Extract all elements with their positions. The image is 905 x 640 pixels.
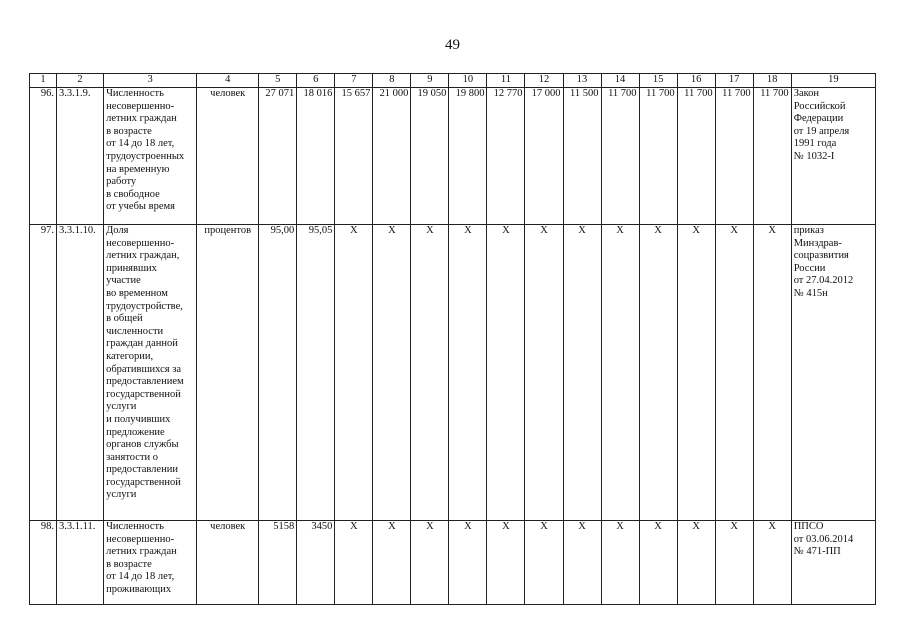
column-header: 10 xyxy=(449,74,487,88)
indicator-name-line: граждан данной xyxy=(106,338,178,350)
indicators-table xyxy=(29,73,876,605)
indicator-name-line: от 14 до 18 лет, xyxy=(106,138,175,150)
value-cell: X xyxy=(525,521,563,605)
indicator-name xyxy=(104,521,197,605)
table-row xyxy=(30,88,876,225)
unit-cell: человек xyxy=(197,521,259,605)
value-cell: X xyxy=(639,225,677,521)
table-row xyxy=(30,225,876,521)
value-cell: X xyxy=(563,225,601,521)
legal-basis-line: Российской xyxy=(793,100,846,112)
indicator-name-line: принявших xyxy=(106,262,157,274)
unit-cell: человек xyxy=(197,88,259,225)
indicator-name-line: предоставлением xyxy=(106,376,184,388)
row-number: 97. xyxy=(30,225,57,521)
indicator-name-line: услуги xyxy=(106,401,137,413)
column-number-row xyxy=(30,74,876,88)
value-cell: X xyxy=(601,521,639,605)
column-header: 1 xyxy=(30,74,57,88)
value-cell: 11 700 xyxy=(639,88,677,225)
value-cell: X xyxy=(715,521,753,605)
legal-basis-line: от 27.04.2012 xyxy=(793,275,854,287)
value-cell: 19 800 xyxy=(449,88,487,225)
indicator-name-line: несовершенно- xyxy=(106,100,175,112)
value-cell: X xyxy=(601,225,639,521)
column-header: 6 xyxy=(297,74,335,88)
value-cell: 11 700 xyxy=(677,88,715,225)
indicator-name-line: в возрасте xyxy=(106,125,152,137)
value-cell: X xyxy=(487,521,525,605)
indicator-name-line: государственной xyxy=(106,388,181,400)
table-row xyxy=(30,521,876,605)
indicator-name-line: предложение xyxy=(106,426,165,438)
indicator-name-line: от учебы время xyxy=(106,201,175,213)
value-cell: 3450 xyxy=(297,521,335,605)
indicator-name-line: обратившихся за xyxy=(106,363,182,375)
indicator-name-line: трудоустроенных xyxy=(106,150,185,162)
value-cell: 19 050 xyxy=(411,88,449,225)
value-cell: X xyxy=(563,521,601,605)
value-cell: X xyxy=(677,521,715,605)
indicator-name-line: занятости о xyxy=(106,451,159,463)
indicator-name-line: государственной xyxy=(106,476,181,488)
value-cell: X xyxy=(335,225,373,521)
indicator-name-line: предоставлении xyxy=(106,464,178,476)
column-header: 16 xyxy=(677,74,715,88)
indicator-name xyxy=(104,225,197,521)
legal-basis-line: Закон xyxy=(793,88,820,99)
indicator-name-line: Численность xyxy=(106,88,164,99)
indicator-name-line: численности xyxy=(106,325,164,337)
legal-basis-line: № 1032-I xyxy=(793,150,835,162)
value-cell: X xyxy=(487,225,525,521)
legal-basis xyxy=(791,88,875,225)
indicator-name-line: от 14 до 18 лет, xyxy=(106,571,175,583)
row-number: 96. xyxy=(30,88,57,225)
indicator-name-line: в общей xyxy=(106,313,143,325)
value-cell: X xyxy=(335,521,373,605)
value-cell: 15 657 xyxy=(335,88,373,225)
value-cell: 11 700 xyxy=(601,88,639,225)
value-cell: 21 000 xyxy=(373,88,411,225)
value-cell: X xyxy=(449,521,487,605)
column-header: 12 xyxy=(525,74,563,88)
value-cell: 27 071 xyxy=(259,88,297,225)
indicator-code: 3.3.1.11. xyxy=(57,521,104,605)
legal-basis xyxy=(791,521,875,605)
indicator-name-line: участие xyxy=(106,275,141,287)
legal-basis-line: 1991 года xyxy=(793,138,837,150)
value-cell: X xyxy=(639,521,677,605)
legal-basis-line: от 19 апреля xyxy=(793,125,850,137)
page-number: 49 xyxy=(445,37,460,53)
unit-cell: процентов xyxy=(197,225,259,521)
indicator-name xyxy=(104,88,197,225)
value-cell: 11 700 xyxy=(753,88,791,225)
indicator-name-line: проживающих xyxy=(106,583,172,595)
indicator-name-line: в возрасте xyxy=(106,558,152,570)
value-cell: X xyxy=(373,225,411,521)
indicator-name-line: на временную xyxy=(106,163,170,175)
indicator-name-line: несовершенно- xyxy=(106,237,175,249)
column-header: 11 xyxy=(487,74,525,88)
column-header: 8 xyxy=(373,74,411,88)
row-number: 98. xyxy=(30,521,57,605)
indicator-name-line: несовершенно- xyxy=(106,533,175,545)
value-cell: X xyxy=(373,521,411,605)
legal-basis-line: приказ xyxy=(793,225,824,236)
value-cell: 18 016 xyxy=(297,88,335,225)
column-header: 17 xyxy=(715,74,753,88)
indicator-code: 3.3.1.10. xyxy=(57,225,104,521)
column-header: 7 xyxy=(335,74,373,88)
value-cell: X xyxy=(411,225,449,521)
legal-basis-line: ППСО xyxy=(793,521,824,532)
value-cell: X xyxy=(525,225,563,521)
value-cell: 11 700 xyxy=(715,88,753,225)
column-header: 2 xyxy=(57,74,104,88)
column-header: 13 xyxy=(563,74,601,88)
indicator-name-line: Численность xyxy=(106,521,164,532)
indicator-name-line: трудоустройстве, xyxy=(106,300,183,312)
value-cell: X xyxy=(449,225,487,521)
column-header: 18 xyxy=(753,74,791,88)
indicator-name-line: работу xyxy=(106,176,137,188)
legal-basis-line: от 03.06.2014 xyxy=(793,533,854,545)
legal-basis-line: Минздрав- xyxy=(793,237,842,249)
column-header: 15 xyxy=(639,74,677,88)
indicator-name-line: летних граждан xyxy=(106,546,177,558)
column-header: 14 xyxy=(601,74,639,88)
legal-basis xyxy=(791,225,875,521)
value-cell: X xyxy=(677,225,715,521)
value-cell: 95,05 xyxy=(297,225,335,521)
value-cell: X xyxy=(411,521,449,605)
value-cell: 12 770 xyxy=(487,88,525,225)
indicator-name-line: в свободное xyxy=(106,188,160,200)
indicator-name-line: органов службы xyxy=(106,439,179,451)
column-header: 3 xyxy=(104,74,197,88)
indicator-name-line: услуги xyxy=(106,489,137,501)
value-cell: 5158 xyxy=(259,521,297,605)
value-cell: 17 000 xyxy=(525,88,563,225)
column-header: 5 xyxy=(259,74,297,88)
legal-basis-line: соцразвития xyxy=(793,250,849,262)
value-cell: 11 500 xyxy=(563,88,601,225)
value-cell: X xyxy=(715,225,753,521)
indicator-name-line: и получивших xyxy=(106,413,171,425)
value-cell: X xyxy=(753,521,791,605)
legal-basis-line: Федерации xyxy=(793,113,844,125)
indicator-name-line: Доля xyxy=(106,225,129,236)
legal-basis-line: России xyxy=(793,262,826,274)
value-cell: 95,00 xyxy=(259,225,297,521)
indicator-name-line: во временном xyxy=(106,287,168,299)
value-cell: X xyxy=(753,225,791,521)
column-header: 4 xyxy=(197,74,259,88)
indicator-name-line: категории, xyxy=(106,350,154,362)
indicator-name-line: летних граждан xyxy=(106,113,177,125)
indicator-name-line: летних граждан, xyxy=(106,250,180,262)
legal-basis-line: № 415н xyxy=(793,287,828,299)
indicator-code: 3.3.1.9. xyxy=(57,88,104,225)
column-header: 19 xyxy=(791,74,875,88)
column-header: 9 xyxy=(411,74,449,88)
legal-basis-line: № 471-ПП xyxy=(793,546,841,558)
